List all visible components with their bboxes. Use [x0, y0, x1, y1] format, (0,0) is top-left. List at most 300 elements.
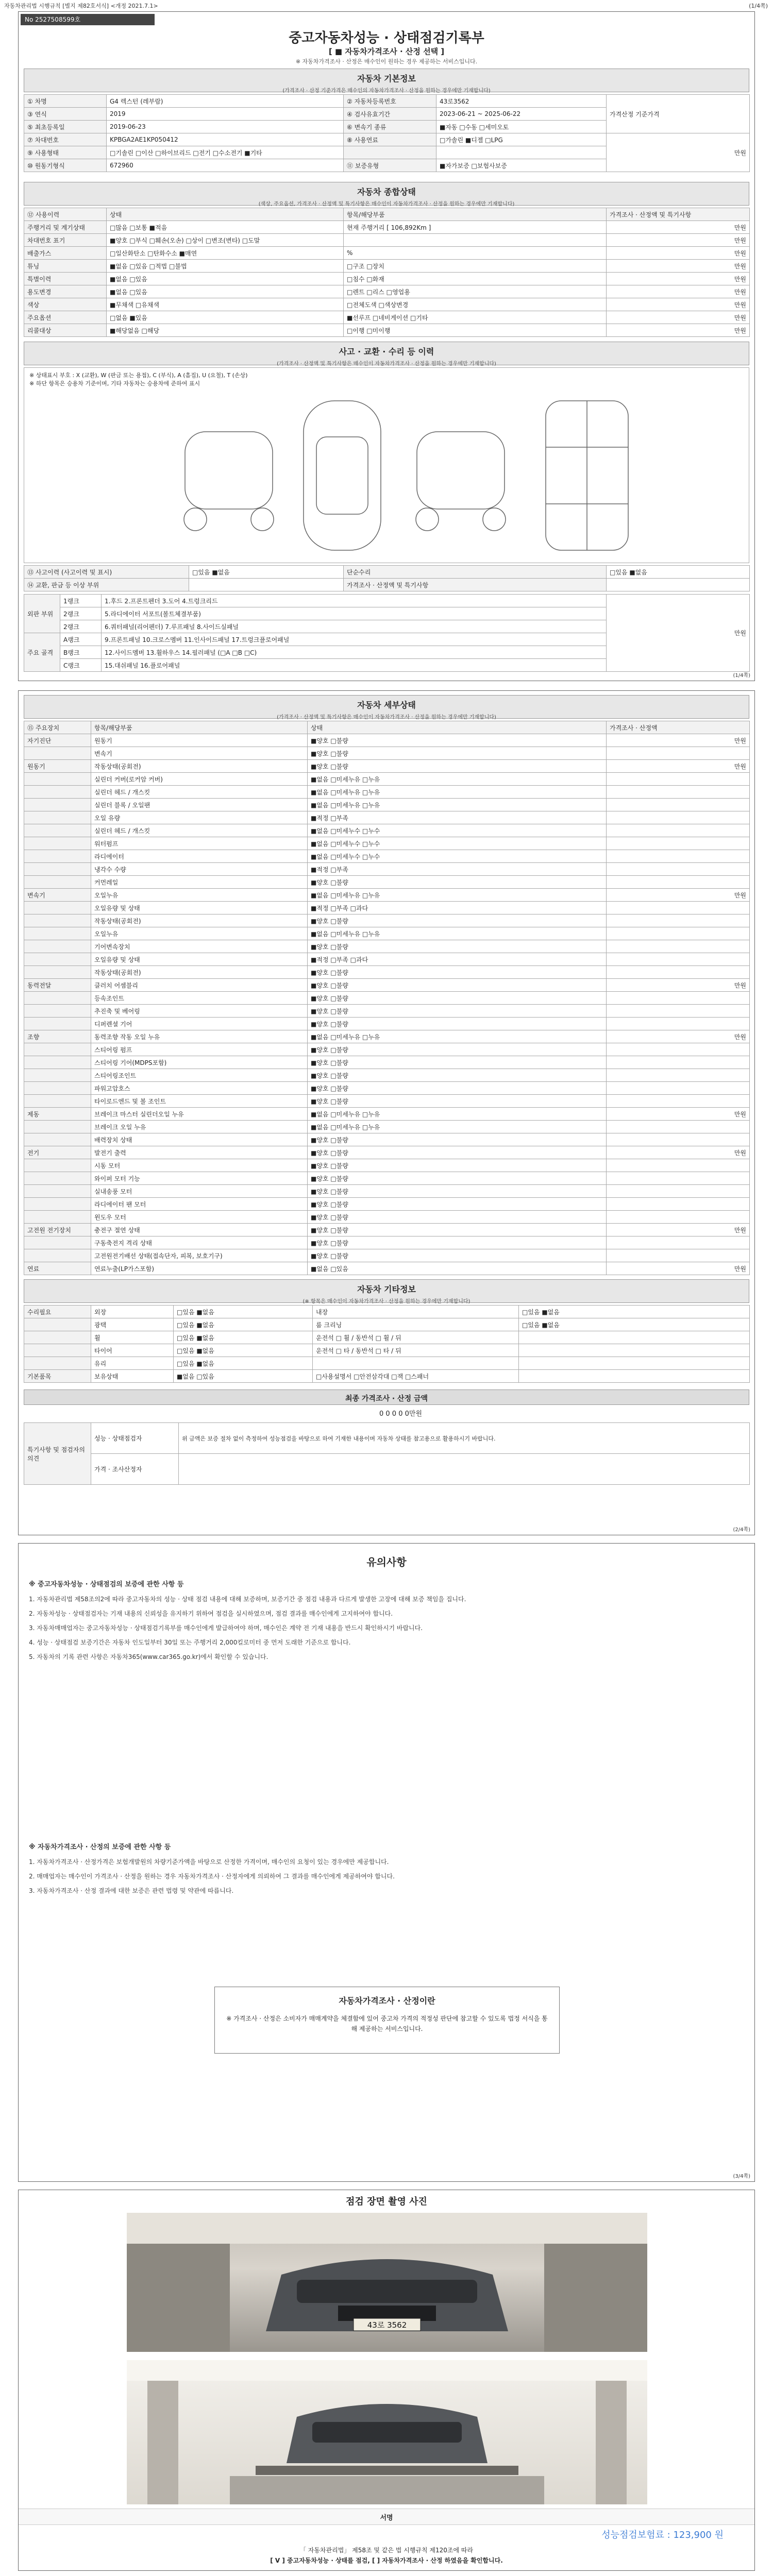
device-item: 라디에이터: [91, 850, 308, 863]
device-item: 실린더 블록 / 오일팬: [91, 799, 308, 811]
basic-info-header: [24, 69, 749, 92]
accident-title: 사고 · 교환 · 수리 등 이력: [339, 347, 434, 357]
wheel-icon: [251, 508, 274, 531]
device-price: [607, 1056, 750, 1069]
device-group: [24, 1069, 91, 1082]
detail-row: [24, 876, 750, 889]
device-price: [607, 1185, 750, 1198]
summary-price: 만원: [607, 311, 750, 324]
other-info-cell: [519, 1357, 750, 1370]
device-group: [24, 1133, 91, 1146]
device-price: [607, 914, 750, 927]
detail-row: [24, 1121, 750, 1133]
other-info-cell: [519, 1344, 750, 1357]
device-price: [607, 953, 750, 966]
footer-line-1: 「 자동차관리법」 제58조 및 같은 법 시행규칙 제120조에 따라: [299, 2547, 474, 2554]
device-group: 고전원 전기장치: [24, 1224, 91, 1236]
device-status: ■양호 □불량: [308, 1198, 607, 1211]
final-price-value: 0 0 0 0 0만원: [379, 1410, 423, 1418]
summary-item: 용도변경: [24, 285, 107, 298]
device-status: ■양호 □불량: [308, 734, 607, 747]
other-info-cell: [519, 1370, 750, 1383]
pricing-note-item: 2. 매매업자는 매수인이 가격조사 · 산정을 원하는 경우 자동차가격조사 · 산정자에게 의뢰하여 그 결과를 매수인에게 제공하여야 합니다.: [29, 1873, 395, 1880]
device-status: ■양호 □불량: [308, 1005, 607, 1018]
summary-row: [24, 247, 750, 260]
field-label: ⑨ 사용형태: [24, 146, 107, 159]
device-item: 변속기: [91, 747, 308, 760]
summary-row: [24, 234, 750, 247]
field-value: 43로3562: [436, 95, 607, 108]
device-status: ■없음 □미세누유 □누유: [308, 773, 607, 786]
device-status: ■없음 □미세누수 □누수: [308, 824, 607, 837]
summary-detail: 현재 주행거리 [ 106,892Km ]: [344, 221, 607, 234]
page-2: [18, 690, 755, 1535]
form-reference: 자동차관리법 시행규칙 [별지 제82호서식] <개정 2021.7.1>: [4, 3, 158, 9]
summary-row: [24, 311, 750, 324]
summary-note: (색상, 주요옵션, 가격조사 · 산정액 및 특기사항은 매수인이 자동차가격조사 · 산정을 원하는 경우에만 기재합니다): [258, 201, 515, 207]
top-bar: [0, 0, 773, 9]
summary-item: 주요옵션: [24, 311, 107, 324]
device-price: [607, 786, 750, 799]
field-label: ⑤ 최초등록일: [24, 121, 107, 133]
device-item: 기어변속장치: [91, 940, 308, 953]
device-group: 연료: [24, 1262, 91, 1275]
signature-label: 서명: [380, 2514, 393, 2522]
device-status: ■적정 □부족 □과다: [308, 902, 607, 914]
rank-items: 6.쿼터패널(리어펜더) 7.루프패널 8.사이드실패널: [102, 620, 607, 633]
document-title: 중고자동차성능 · 상태점검기록부: [289, 30, 484, 46]
detail-row: [24, 1159, 750, 1172]
accident-cell: □있음 ■없음: [189, 566, 344, 579]
device-group: [24, 1121, 91, 1133]
device-status: ■양호 □불량: [308, 1056, 607, 1069]
page-number: (2/4쪽): [733, 1527, 750, 1533]
device-item: 와이퍼 모터 기능: [91, 1172, 308, 1185]
other-info-row: [24, 1344, 750, 1357]
device-price: [607, 876, 750, 889]
summary-status: ■해당없음 □해당: [107, 324, 344, 337]
field-value: ■자동 □수동 □세미오토: [436, 121, 607, 133]
device-group: [24, 1236, 91, 1249]
rank-label: B랭크: [60, 646, 102, 659]
device-group: [24, 1005, 91, 1018]
summary-status: ■없음 □있음: [107, 273, 344, 285]
accident-table: [24, 565, 750, 591]
device-group: [24, 1082, 91, 1095]
device-group: [24, 1198, 91, 1211]
other-info-cell: □사용설명서 □안전삼각대 □잭 □스패너: [313, 1370, 519, 1383]
car-side-right: [417, 432, 505, 509]
field-value: □가솔린 ■디젤 □LPG: [436, 133, 607, 146]
rank-group-label: 주요 골격: [24, 633, 60, 672]
device-group: [24, 1095, 91, 1108]
summary-status: ■무채색 □유채색: [107, 298, 344, 311]
device-status: ■양호 □불량: [308, 914, 607, 927]
other-info-cell: 운전석 □ 타 / 동반석 □ 타 / 뒤: [313, 1344, 519, 1357]
basic-info-note: (가격조사 · 산정 기준가격은 매수인의 자동차가격조사 · 산정을 원하는 경우에만 기재합니다): [282, 88, 491, 94]
device-group: 자기진단: [24, 734, 91, 747]
detail-row: [24, 824, 750, 837]
detail-header: [24, 695, 749, 719]
other-info-cell: 광택: [91, 1318, 174, 1331]
detail-row: [24, 979, 750, 992]
device-item: 원동기: [91, 734, 308, 747]
device-status: ■양호 □불량: [308, 1249, 607, 1262]
summary-status: ■없음 □있음: [107, 285, 344, 298]
device-item: 브레이크 오일 누유: [91, 1121, 308, 1133]
detail-row: [24, 1236, 750, 1249]
detail-row: [24, 940, 750, 953]
symbol-legend: ※ 상태표시 부호 : X (교환), W (판금 또는 용접), C (부식), A (흠집), U (요철), T (손상): [29, 372, 248, 379]
rank-row: [24, 595, 750, 607]
device-item: 오일누유: [91, 927, 308, 940]
wheel-icon: [483, 508, 506, 531]
device-group: [24, 1159, 91, 1172]
summary-status: ■양호 □부식 □훼손(오손) □상이 □변조(변타) □도말: [107, 234, 344, 247]
summary-status: □없음 ■있음: [107, 311, 344, 324]
rank-label: 2랭크: [60, 620, 102, 633]
device-item: 워터펌프: [91, 837, 308, 850]
column-header: 항목/해당부품: [344, 208, 607, 221]
device-group: [24, 747, 91, 760]
device-group: 변속기: [24, 889, 91, 902]
device-item: 배력장치 상태: [91, 1133, 308, 1146]
summary-detail: %: [344, 247, 607, 260]
inspection-fee: 성능점검보험료 : 123,900 원: [601, 2530, 724, 2540]
device-status: ■양호 □불량: [308, 1172, 607, 1185]
detail-title: 자동차 세부상태: [357, 700, 416, 710]
summary-header: [24, 182, 749, 206]
other-info-cell: [24, 1331, 91, 1344]
device-price: [607, 837, 750, 850]
car-top-view: [304, 401, 381, 550]
rank-items: 9.프론트패널 10.크로스멤버 11.인사이드패널 17.트렁크플로어패널: [102, 633, 607, 646]
notice-page-title: 유의사항: [366, 1556, 407, 1568]
detail-row: [24, 1249, 750, 1262]
rank-items: 5.라디에이터 서포트(볼트체결부품): [102, 607, 607, 620]
detail-row: [24, 953, 750, 966]
detail-row: [24, 966, 750, 979]
detail-row: [24, 1185, 750, 1198]
summary-detail: □렌트 □리스 □영업용: [344, 285, 607, 298]
accident-cell: 단순수리: [344, 566, 607, 579]
detail-row: [24, 1211, 750, 1224]
field-value: 2019-06-23: [107, 121, 344, 133]
detail-row: [24, 1005, 750, 1018]
summary-detail: ■선루프 □네비게이션 □기타: [344, 311, 607, 324]
device-price: 만원: [607, 734, 750, 747]
accident-row: [24, 579, 750, 591]
car-front-image: [127, 2213, 647, 2352]
summary-detail: □구조 □장치: [344, 260, 607, 273]
accident-diagram: [24, 367, 749, 563]
document-note: ※ 자동차가격조사 · 산정은 매수인이 원하는 경우 제공하는 서비스입니다.: [295, 58, 478, 65]
detail-table: [24, 721, 750, 1275]
rank-label: 1랭크: [60, 595, 102, 607]
device-status: ■적정 □부족 □과다: [308, 953, 607, 966]
plate-text: 43로 3562: [367, 2320, 407, 2330]
pricing-notes: [29, 1842, 745, 1900]
device-item: 클러치 어셈블리: [91, 979, 308, 992]
column-header: 가격조사 · 산정액: [607, 721, 750, 734]
device-price: 만원: [607, 760, 750, 773]
rank-items: 12.사이드멤버 13.휠하우스 14.필러패널 (□A □B □C): [102, 646, 607, 659]
device-price: [607, 1236, 750, 1249]
detail-row: [24, 1018, 750, 1030]
warranty-note-item: 5. 자동차의 기록 관련 사항은 자동차365(www.car365.go.kr)에서 확인할 수 있습니다.: [29, 1653, 268, 1660]
device-group: [24, 966, 91, 979]
device-price: 만원: [607, 1030, 750, 1043]
field-value: KPBGA2AE1KP050412: [107, 133, 344, 146]
device-group: [24, 914, 91, 927]
notice-box-title: 자동차가격조사 · 산정이란: [339, 1996, 435, 2006]
summary-status: □일산화탄소 □탄화수소 ■매연: [107, 247, 344, 260]
device-price: [607, 940, 750, 953]
detail-row: [24, 927, 750, 940]
summary-price: 만원: [607, 285, 750, 298]
summary-item: 색상: [24, 298, 107, 311]
other-info-cell: [24, 1357, 91, 1370]
detail-row: [24, 773, 750, 786]
rank-label: 2랭크: [60, 607, 102, 620]
device-group: [24, 953, 91, 966]
device-group: 원동기: [24, 760, 91, 773]
summary-price: 만원: [607, 260, 750, 273]
device-status: ■없음 □미세누유 □누유: [308, 889, 607, 902]
device-status: ■없음 □있음: [308, 1262, 607, 1275]
detail-row: [24, 747, 750, 760]
other-info-cell: 룸 크리닝: [313, 1318, 519, 1331]
other-info-cell: 타이어: [91, 1344, 174, 1357]
device-price: 만원: [607, 1224, 750, 1236]
photo-section-title: 점검 장면 촬영 사진: [346, 2196, 427, 2207]
other-info-cell: [519, 1331, 750, 1344]
device-price: [607, 747, 750, 760]
device-price: [607, 966, 750, 979]
device-group: [24, 863, 91, 876]
basic-info-table: [24, 94, 750, 172]
basic-info-row: [24, 133, 750, 146]
detail-row: [24, 992, 750, 1005]
device-status: ■없음 □미세누유 □누유: [308, 1121, 607, 1133]
device-price: 만원: [607, 1146, 750, 1159]
column-header: ⑫ 사용이력: [24, 208, 107, 221]
summary-price: 만원: [607, 298, 750, 311]
summary-title: 자동차 종합상태: [357, 187, 416, 197]
device-group: [24, 824, 91, 837]
device-group: [24, 1172, 91, 1185]
detail-row: [24, 1198, 750, 1211]
field-label: ⑥ 변속기 종류: [344, 121, 436, 133]
summary-row: [24, 324, 750, 337]
warranty-notes: [29, 1580, 745, 1666]
other-info-cell: □있음 ■없음: [174, 1357, 313, 1370]
car-side-left: [185, 432, 273, 509]
field-value: □기솔린 □이산 □하이브리드 □전기 □수소전기 ■기타: [107, 146, 344, 159]
device-group: [24, 786, 91, 799]
field-label: ③ 연식: [24, 108, 107, 121]
summary-row: [24, 298, 750, 311]
device-item: 오일유량 및 상태: [91, 953, 308, 966]
summary-status: ■없음 □있음 □적법 □불법: [107, 260, 344, 273]
device-group: [24, 992, 91, 1005]
device-item: 스티어링 기어(MDPS포함): [91, 1056, 308, 1069]
detail-row: [24, 811, 750, 824]
basic-info-row: [24, 95, 750, 108]
accident-cell: ⑬ 사고이력 (사고이력 및 표시): [24, 566, 189, 579]
final-price-title: 최종 가격조사 · 산정 금액: [345, 1395, 428, 1403]
summary-row: [24, 273, 750, 285]
page-number: (1/4쪽): [733, 673, 750, 679]
inspector-label: 성능 · 상태점검자: [91, 1423, 179, 1454]
device-status: ■양호 □불량: [308, 1211, 607, 1224]
device-group: [24, 1018, 91, 1030]
device-price: [607, 1211, 750, 1224]
device-status: ■양호 □불량: [308, 1069, 607, 1082]
other-info-cell: □있음 ■없음: [519, 1318, 750, 1331]
summary-price: 만원: [607, 234, 750, 247]
other-info-row: [24, 1318, 750, 1331]
other-info-cell: 내장: [313, 1306, 519, 1318]
appraiser-opinion: [179, 1454, 750, 1485]
device-price: 만원: [607, 889, 750, 902]
field-value: 2023-06-21 ~ 2025-06-22: [436, 108, 607, 121]
inspector-opinion: 위 금액은 보증 절차 없이 측정하여 성능점검을 바탕으로 하여 기재한 내용이며 자동차 상태를 참고용으로 활용하시기 바랍니다.: [179, 1423, 750, 1454]
accident-row: [24, 566, 750, 579]
price-basis-unit: 만원: [607, 133, 750, 172]
lift-photo: [127, 2360, 647, 2504]
special-notes-table: [24, 1422, 750, 1485]
other-info-header: [24, 1279, 749, 1303]
column-header: 가격조사 · 산정액 및 특기사항: [607, 208, 750, 221]
device-group: 제동: [24, 1108, 91, 1121]
device-group: [24, 902, 91, 914]
summary-item: 튜닝: [24, 260, 107, 273]
other-info-title: 자동차 기타정보: [357, 1284, 416, 1294]
warranty-note-item: 4. 성능 · 상태점검 보증기간은 자동차 인도일부터 30일 또는 주행거리 2,000킬로미터 중 먼저 도래한 기준으로 합니다.: [29, 1639, 351, 1646]
device-price: [607, 1082, 750, 1095]
wheel-icon: [416, 508, 439, 531]
device-item: 오일누유: [91, 889, 308, 902]
device-status: ■없음 □미세누유 □누유: [308, 786, 607, 799]
device-price: [607, 1043, 750, 1056]
summary-price: 만원: [607, 221, 750, 234]
device-item: 스티어링조인트: [91, 1069, 308, 1082]
symbol-legend-note: ※ 하단 항목은 승용차 기준이며, 기타 자동차는 승용차에 준하여 표시: [29, 380, 200, 387]
summary-table: [24, 208, 750, 337]
other-info-cell: 수리필요: [24, 1306, 91, 1318]
other-info-row: [24, 1370, 750, 1383]
footer-line-2: [ V ] 중고자동차성능 · 상태를 점검, [ ] 자동차가격조사 · 산정 하였음을 확인합니다.: [270, 2557, 503, 2564]
summary-detail: □이행 □미이행: [344, 324, 607, 337]
device-price: [607, 1133, 750, 1146]
device-price: 만원: [607, 1262, 750, 1275]
device-status: ■양호 □불량: [308, 1095, 607, 1108]
other-info-cell: □있음 ■없음: [174, 1344, 313, 1357]
pricing-note-item: 1. 자동차가격조사 · 산정가격은 보험개발원의 차량기준가액을 바탕으로 산정한 가격이며, 매수인의 요청이 있는 경우에만 제공합니다.: [29, 1858, 389, 1866]
detail-row: [24, 1262, 750, 1275]
rank-price: 만원: [607, 595, 750, 672]
detail-row: [24, 837, 750, 850]
field-label: ② 자동차등록번호: [344, 95, 436, 108]
wheel-icon: [184, 508, 207, 531]
device-status: ■양호 □불량: [308, 979, 607, 992]
summary-detail: □전체도색 □색상변경: [344, 298, 607, 311]
summary-row: [24, 221, 750, 234]
device-price: 만원: [607, 979, 750, 992]
detail-row: [24, 799, 750, 811]
device-status: ■양호 □불량: [308, 992, 607, 1005]
detail-row: [24, 1043, 750, 1056]
other-info-cell: □있음 ■없음: [174, 1318, 313, 1331]
field-value: G4 렉스턴 (레부람): [107, 95, 344, 108]
device-status: ■양호 □불량: [308, 747, 607, 760]
device-group: [24, 799, 91, 811]
rank-items: 1.후드 2.프론트펜더 3.도어 4.트렁크리드: [102, 595, 607, 607]
device-group: [24, 1185, 91, 1198]
device-group: 전기: [24, 1146, 91, 1159]
device-group: [24, 1056, 91, 1069]
summary-item: 차대번호 표기: [24, 234, 107, 247]
field-label: ④ 검사유효기간: [344, 108, 436, 121]
device-item: 구동축전지 격리 상태: [91, 1236, 308, 1249]
device-price: [607, 1249, 750, 1262]
device-item: 연료누출(LP가스포함): [91, 1262, 308, 1275]
final-price-header: [24, 1389, 749, 1405]
device-status: ■없음 □미세누유 □누유: [308, 927, 607, 940]
device-group: [24, 811, 91, 824]
device-price: [607, 850, 750, 863]
other-info-cell: 기본품목: [24, 1370, 91, 1383]
device-status: ■양호 □불량: [308, 1043, 607, 1056]
special-label: 특기사항 및 점검자의 의견: [24, 1423, 91, 1485]
detail-row: [24, 760, 750, 773]
device-price: [607, 863, 750, 876]
device-status: ■양호 □불량: [308, 760, 607, 773]
summary-row: [24, 260, 750, 273]
device-status: ■양호 □불량: [308, 966, 607, 979]
detail-row: [24, 1224, 750, 1236]
other-info-cell: 휠: [91, 1331, 174, 1344]
other-info-cell: □있음 ■없음: [519, 1306, 750, 1318]
device-price: [607, 1159, 750, 1172]
appraiser-label: 가격 · 조사산정자: [91, 1454, 179, 1485]
page-1: [18, 11, 755, 681]
car-outline-diagram: [25, 391, 747, 561]
other-info-cell: 보유상태: [91, 1370, 174, 1383]
pricing-notice-box: [214, 1987, 560, 2054]
accident-cell: ⑭ 교환, 판금 등 이상 부위: [24, 579, 189, 591]
detail-row: [24, 1133, 750, 1146]
warranty-note-item: 1. 자동차관리법 제58조의2에 따라 중고자동차의 성능 · 상태 점검 내용에 대해 보증하며, 보증기간 중 점검 내용과 다르게 발생한 고장에 대해 보증 책임을 집니다.: [29, 1596, 466, 1603]
column-header: ⑮ 주요장치: [24, 721, 91, 734]
front-photo: [127, 2213, 647, 2352]
detail-row: [24, 1108, 750, 1121]
device-price: [607, 992, 750, 1005]
device-status: ■적정 □부족: [308, 811, 607, 824]
detail-row: [24, 889, 750, 902]
device-group: [24, 1211, 91, 1224]
device-item: 오일 유량: [91, 811, 308, 824]
device-group: [24, 940, 91, 953]
device-price: [607, 1172, 750, 1185]
device-price: [607, 1069, 750, 1082]
device-item: 커먼레일: [91, 876, 308, 889]
summary-row: [24, 285, 750, 298]
field-value: 2019: [107, 108, 344, 121]
device-price: 만원: [607, 1108, 750, 1121]
device-price: [607, 902, 750, 914]
